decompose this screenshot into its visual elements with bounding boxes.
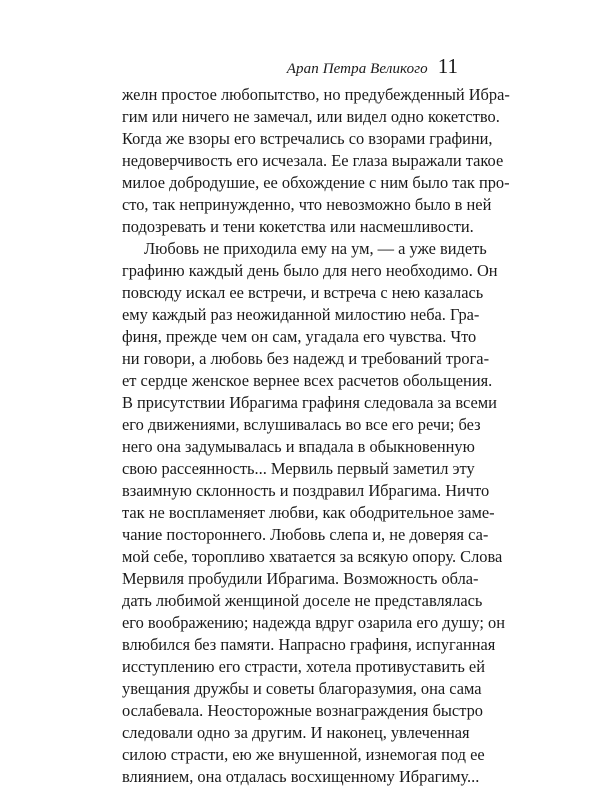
text-line: повсюду искал ее встречи, и встреча с нею казалась (122, 283, 484, 302)
text-line: ослабевала. Неосторожные вознаграждения быстро (122, 701, 483, 720)
text-line: влиянием, она отдалась восхищенному Ибрагиму... (122, 767, 480, 786)
body-text (122, 84, 510, 788)
paragraph-2 (122, 238, 505, 788)
running-head (287, 56, 458, 78)
text-line: следовали одно за другим. И наконец, увлеченная (122, 723, 470, 742)
text-line: недоверчивость его исчезала. Ее глаза выражали такое (122, 151, 504, 170)
text-line: взаимную склонность и поздравил Ибрагима. Ничто (122, 481, 490, 500)
text-line: него она задумывалась и впадала в обыкновенную (122, 437, 475, 456)
text-line: так не воспламеняет любви, как ободрительное заме- (122, 503, 495, 522)
paragraph-1 (122, 84, 510, 238)
text-line: гим или ничего не замечал, или видел одно кокетство. (122, 107, 500, 126)
text-line: увещания дружбы и советы благоразумия, она сама (122, 679, 482, 698)
text-line: Когда же взоры его встречались со взорами графини, (122, 129, 493, 148)
text-line: желн простое любопытство, но предубежденный Ибра- (122, 85, 510, 104)
text-line: Мервиля пробудили Ибрагима. Возможность обла- (122, 569, 479, 588)
text-line: милое добродушие, ее обхождение с ним было так про- (122, 173, 510, 192)
text-line: свою рассеянность... Мервиль первый заметил эту (122, 459, 475, 478)
text-line: ему каждый раз неожиданной милостию неба. Гра- (122, 305, 480, 324)
text-line: мой себе, торопливо хватается за всякую опору. Слова (122, 547, 503, 566)
text-line: исступлению его страсти, хотела противуставить ей (122, 657, 485, 676)
text-line: финя, прежде чем он сам, угадала его чувства. Что (122, 327, 477, 346)
text-line: Любовь не приходила ему на ум, — а уже видеть (144, 239, 487, 258)
text-line: подозревать и тени кокетства или насмешливости. (122, 217, 474, 236)
text-line: влюбился без памяти. Напрасно графиня, испуганная (122, 635, 496, 654)
page-number: 11 (437, 54, 458, 78)
text-line: ни говори, а любовь без надежд и требований трога- (122, 349, 490, 368)
running-title: Арап Петра Великого (286, 61, 428, 77)
text-line: графиню каждый день было для него необходимо. Он (122, 261, 498, 280)
text-line: его воображению; надежда вдруг озарила его душу; он (122, 613, 505, 632)
text-line: его движениями, вслушивалась во все его речи; без (122, 415, 481, 434)
text-line: сто, так непринужденно, что невозможно было в ней (122, 195, 492, 214)
text-line: ет сердце женское вернее всех расчетов обольщения. (122, 371, 493, 390)
text-line: дать любимой женщиной доселе не представлялась (122, 591, 483, 610)
text-line: силою страсти, ею же внушенной, изнемогая под ее (122, 745, 485, 764)
text-line: В присутствии Ибрагима графиня следовала за всеми (122, 393, 497, 412)
text-line: чание постороннего. Любовь слепа и, не доверяя са- (122, 525, 489, 544)
